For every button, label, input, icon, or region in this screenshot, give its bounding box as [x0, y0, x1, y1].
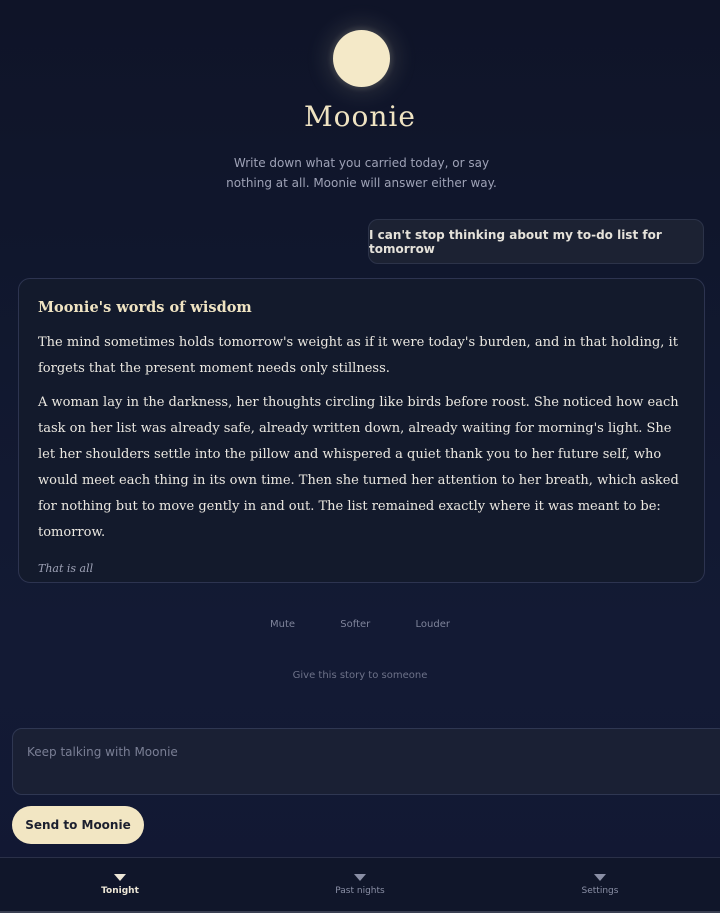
moon-icon: [333, 30, 390, 87]
response-signoff: That is all: [38, 562, 94, 575]
nav-label: Past nights: [335, 886, 385, 896]
response-heading: Moonie's words of wisdom: [38, 299, 252, 316]
louder-button[interactable]: Louder: [415, 619, 450, 630]
message-input[interactable]: [12, 728, 720, 795]
nav-label: Settings: [581, 886, 619, 896]
send-button[interactable]: Send to Moonie: [12, 806, 144, 844]
softer-button[interactable]: Softer: [340, 619, 371, 630]
response-paragraph: A woman lay in the darkness, her thoughts circling like birds before roost. She noticed how each task on her list was already safe, already written down, already waiting for morning's light. She let her shoulders settle into the pillow and whispered a quiet thank you to her future self, who would meet each thing in its own time. Then she turned her attention to her breath, which asked for nothing but to move gently in and out. The list remained exactly where it was meant to be: tomorrow.: [38, 395, 679, 540]
nav-label: Tonight: [101, 886, 139, 896]
user-message-text: I can't stop thinking about my to-do list for tomorrow: [369, 227, 662, 256]
mute-button[interactable]: Mute: [270, 619, 296, 630]
app-subtitle: Write down what you carried today, or say nothing at all. Moonie will answer either way.: [226, 156, 497, 190]
moonie-response-card: [18, 278, 705, 583]
share-story-link[interactable]: Give this story to someone: [292, 670, 428, 681]
user-message-bubble: [368, 219, 704, 264]
nav-item-tonight[interactable]: [0, 858, 240, 911]
app-title: Moonie: [304, 100, 416, 133]
response-paragraph: The mind sometimes holds tomorrow's weight as if it were today's burden, and in that holding, it forgets that the present moment needs only stillness.: [38, 335, 678, 376]
chevron-down-icon: [114, 874, 126, 881]
audio-controls: [260, 619, 460, 630]
chevron-down-icon: [594, 874, 606, 881]
nav-item-settings[interactable]: [480, 858, 720, 911]
nav-item-past-nights[interactable]: [240, 858, 480, 911]
chevron-down-icon: [354, 874, 366, 881]
bottom-nav: [0, 857, 720, 911]
